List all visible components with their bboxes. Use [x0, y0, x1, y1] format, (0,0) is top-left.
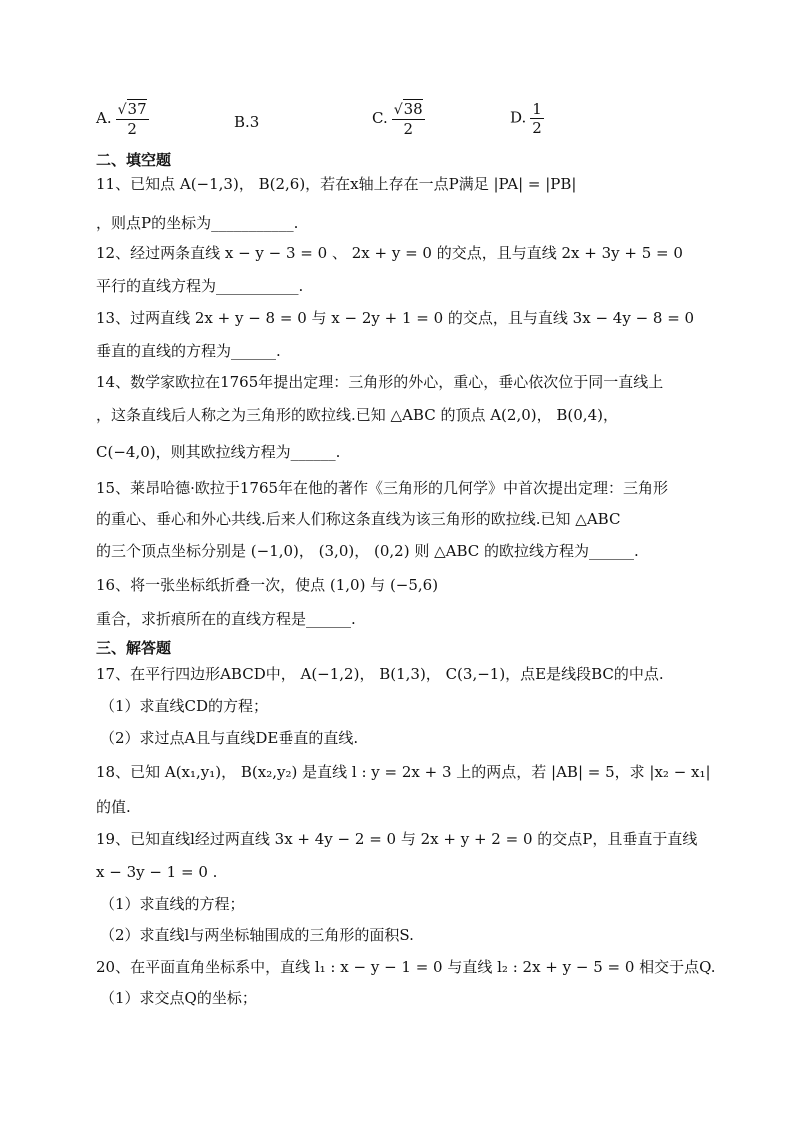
question-18-line-2: 的值.	[96, 798, 131, 816]
question-13-line-2: 垂直的直线的方程为______.	[96, 342, 281, 360]
option-c-radicand: 38	[403, 100, 423, 118]
section-heading-solutions: 三、解答题	[96, 639, 172, 657]
option-d-fraction	[530, 100, 544, 137]
question-18-line-1: 18、已知 A(x₁,y₁)， B(x₂,y₂) 是直线 l : y = 2x + 3 上的两点，若 |AB| = 5，求 |x₂ − x₁|	[96, 763, 711, 781]
question-14-line-1: 14、数学家欧拉在1765年提出定理：三角形的外心，重心，垂心依次位于同一直线上	[96, 373, 664, 391]
option-d	[510, 100, 544, 137]
option-b: B.3	[234, 113, 260, 131]
option-c-fraction	[392, 100, 425, 138]
question-11-line-2: ，则点P的坐标为___________.	[96, 214, 299, 232]
option-d-numerator: 1	[532, 100, 542, 118]
option-d-label: D.	[510, 108, 527, 127]
question-13-line-1: 13、过两直线 2x + y − 8 = 0 与 x − 2y + 1 = 0 的交点，且与直线 3x − 4y − 8 = 0	[96, 309, 695, 327]
question-15-line-3: 的三个顶点坐标分别是 (−1,0)， (3,0)， (0,2) 则 △ABC 的欧拉线方程为______.	[96, 542, 639, 560]
question-17-line-1: 17、在平行四边形ABCD中， A(−1,2)， B(1,3)， C(3,−1)，点E是线段BC的中点.	[96, 665, 664, 683]
question-19-line-2: x − 3y − 1 = 0 .	[96, 863, 218, 881]
question-19-part-2: （2）求直线l与两坐标轴围成的三角形的面积S.	[100, 926, 414, 944]
question-15-line-2: 的重心、垂心和外心共线.后来人们称这条直线为该三角形的欧拉线.已知 △ABC	[96, 510, 621, 528]
question-12-line-2: 平行的直线方程为___________.	[96, 277, 304, 295]
question-16-line-1: 16、将一张坐标纸折叠一次，使点 (1,0) 与 (−5,6)	[96, 576, 439, 594]
question-17-part-1: （1）求直线CD的方程；	[100, 697, 269, 715]
question-19-part-1: （1）求直线的方程；	[100, 895, 245, 913]
question-16-line-2: 重合，求折痕所在的直线方程是______.	[96, 610, 356, 628]
sqrt-icon: √	[117, 102, 127, 118]
sqrt-icon: √	[393, 102, 403, 118]
question-12-line-1: 12、经过两条直线 x − y − 3 = 0 、 2x + y = 0 的交点，且与直线 2x + 3y + 5 = 0	[96, 244, 683, 262]
question-19-line-1: 19、已知直线l经过两直线 3x + 4y − 2 = 0 与 2x + y + 2 = 0 的交点P，且垂直于直线	[96, 830, 698, 848]
question-20-part-1: （1）求交点Q的坐标；	[100, 989, 257, 1007]
question-15-line-1: 15、莱昂哈德·欧拉于1765年在他的著作《三角形的几何学》中首次提出定理：三角形	[96, 479, 669, 497]
option-a	[96, 100, 149, 138]
option-d-denominator: 2	[532, 119, 542, 137]
section-heading-fill-in: 二、填空题	[96, 151, 172, 169]
option-a-denominator: 2	[127, 120, 137, 138]
question-14-line-3: C(−4,0)，则其欧拉线方程为______.	[96, 443, 341, 461]
question-17-part-2: （2）求过点A且与直线DE垂直的直线.	[100, 729, 359, 747]
question-20-line-1: 20、在平面直角坐标系中，直线 l₁ : x − y − 1 = 0 与直线 l₂ : 2x + y − 5 = 0 相交于点Q.	[96, 958, 716, 976]
question-11-line-1: 11、已知点 A(−1,3)， B(2,6)，若在x轴上存在一点P满足 |PA| = |PB|	[96, 175, 577, 193]
option-a-fraction	[116, 100, 149, 138]
option-a-label: A.	[96, 109, 112, 127]
option-c-denominator: 2	[403, 120, 413, 138]
option-c	[372, 100, 425, 138]
option-a-radicand: 37	[127, 100, 147, 118]
question-14-line-2: ，这条直线后人称之为三角形的欧拉线.已知 △ABC 的顶点 A(2,0)， B(0,4)，	[96, 406, 618, 424]
option-c-label: C.	[372, 109, 388, 127]
